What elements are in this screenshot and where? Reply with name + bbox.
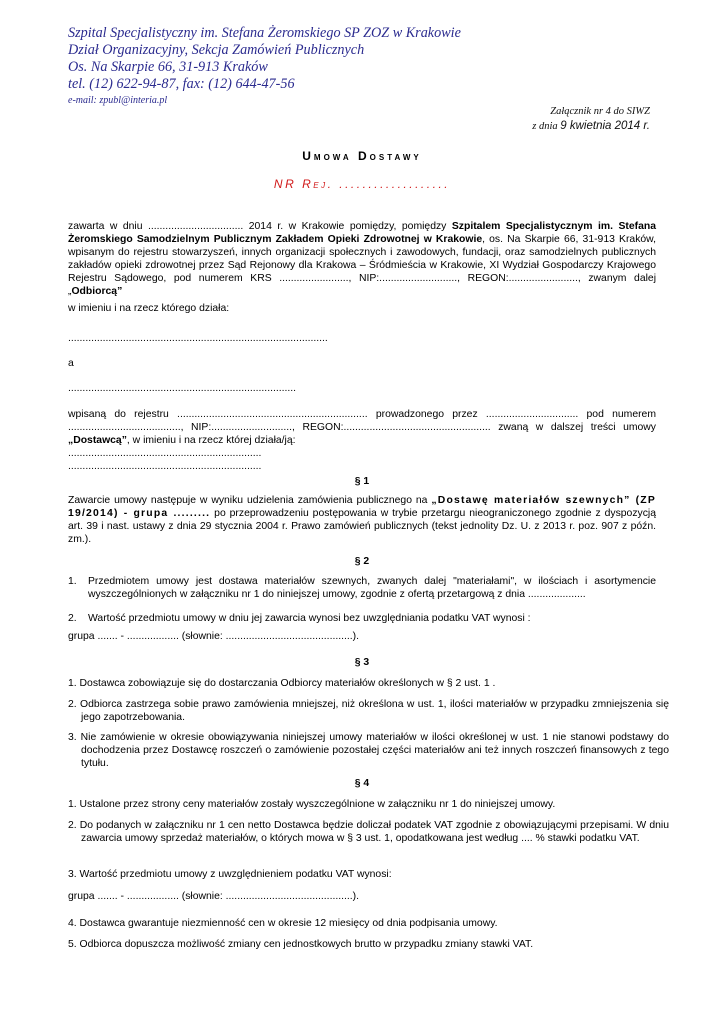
item-text: Przedmiotem umowy jest dostawa materiałów szewnych, zwanych dalej "materiałami", w ilościach i asortymencie wyszczególnionych w załączniku nr 1 do niniejszej umowy, zgodnie z ofertą przetargową z dnia .................... bbox=[88, 576, 656, 600]
section-3-item-2: 2. Odbiorca zastrzega sobie prawo zamówienia mniejszej, niż określona w ust. 1, ilości materiałów w przypadku zmniejszenia się jego zapotrzebowania. bbox=[68, 699, 669, 723]
section-2-grupa: grupa ....... - .................. (słownie: ............................................). bbox=[68, 631, 360, 642]
document-title: Umowa Dostawy bbox=[302, 149, 422, 163]
contractor-text-2: , w imieniu i na rzecz której działa/ją: bbox=[126, 435, 296, 446]
contractor-paragraph bbox=[68, 408, 656, 447]
s1-text-1: Zawarcie umowy następuje w wyniku udzielenia zamówienia publicznego na bbox=[68, 495, 432, 506]
section-2-list bbox=[68, 575, 656, 625]
attachment-label: Załącznik nr 4 do SIWZ bbox=[550, 106, 650, 117]
section-1-heading: § 1 bbox=[354, 476, 370, 487]
s1-text-2: po przeprowadzeniu postępowania w trybie przetargu nieograniczonego zgodnie z dyspozycją art. 39 i nast. ustawy z dnia 29 stycznia 2004 r. Prawo zamówień publicznych (tekst jednolity Dz. U. z 2013 r. poz. 907 z późn. zm.). bbox=[68, 508, 657, 545]
section-4-item-1: 1. Ustalone przez strony ceny materiałów zostały wyszczególnione w załączniku nr 1 do niniejszej umowy. bbox=[68, 799, 556, 810]
dostawca-term: „Dostawcą” bbox=[68, 435, 127, 446]
section-3-heading: § 3 bbox=[354, 657, 370, 668]
item-text: Wartość przedmiotu umowy w dniu jej zawarcia wynosi bez uwzględniania podatku VAT wynosi : bbox=[88, 613, 531, 624]
address: Os. Na Skarpie 66, 31-913 Kraków bbox=[68, 59, 268, 75]
item-number: 2. bbox=[68, 613, 77, 624]
section-4-item-5: 5. Odbiorca dopuszcza możliwość zmiany cen jednostkowych brutto w przypadku zmiany stawki VAT. bbox=[68, 939, 534, 950]
list-item bbox=[68, 575, 656, 601]
section-4-item-3: 3. Wartość przedmiotu umowy z uwzględnieniem podatku VAT wynosi: bbox=[68, 869, 392, 880]
conjunction-a: a bbox=[68, 358, 74, 369]
intro-on-behalf: w imieniu i na rzecz którego działa: bbox=[68, 303, 230, 314]
odbiorca-term: Odbiorcą” bbox=[71, 286, 123, 297]
registry-number: NR Rej. ................... bbox=[273, 177, 451, 191]
section-4-item-2: 2. Do podanych w załączniku nr 1 cen netto Dostawca będzie doliczał podatek VAT zgodnie z obowiązującymi przepisami. W dniu zawarcia umowy sprzedaż materiałów, o których mowa w § 3 ust. 1, opodatkowana jest według .... % stawki podatku VAT. bbox=[68, 820, 669, 844]
attachment-date-value: 9 kwietnia 2014 r. bbox=[560, 120, 650, 132]
attachment-date bbox=[532, 119, 650, 134]
intro-paragraph bbox=[68, 220, 656, 298]
section-1-text bbox=[68, 494, 656, 546]
phone-fax: tel. (12) 622-94-87, fax: (12) 644-47-56 bbox=[68, 76, 295, 92]
s1-subject: „Dostawę materiałów szewnych” (ZP 19/2014) - grupa ......... bbox=[68, 495, 656, 519]
letterhead bbox=[68, 25, 528, 107]
attachment-date-prefix: z dnia bbox=[532, 121, 558, 132]
email: e-mail: zpubl@interia.pl bbox=[68, 95, 168, 106]
section-4-item-4: 4. Dostawca gwarantuje niezmienność cen w okresie 12 miesięcy od dnia podpisania umowy. bbox=[68, 918, 498, 929]
hospital-party-name: Szpitalem Specjalistycznym im. Stefana Żeromskiego Samodzielnym Publicznym Zakładem Opieki Zdrowotnej w Krakowie bbox=[68, 221, 657, 245]
contractor-text-1: wpisaną do rejestru .................................................................. prowadzonego przez ................................ pod numerem ......................................., NIP:............................, REGON:................................................... zwaną w dalszej treści umowy bbox=[68, 409, 656, 433]
contractor-line: ............................................................................... bbox=[68, 383, 297, 394]
section-4-heading: § 4 bbox=[354, 778, 370, 789]
signatory-line-2: ................................................................... bbox=[68, 448, 262, 459]
intro-text-2: , os. Na Skarpie 66, 31-913 Kraków, wpisanym do rejestru stowarzyszeń, innych organizacji społecznych i zawodowych, fundacji, oraz samodzielnych publicznych zakładów opieki zdrowotnej przez Sąd Rejonowy dla Krakowa – Śródmieścia w Krakowie, XI Wydział Gospodarczy Krajowego Rejestru Sądowego, pod numerem KRS ........................, NIP:..........................., REGON:........................, zwanym dalej „ bbox=[68, 234, 656, 297]
section-3-item-3: 3. Nie zamówienie w okresie obowiązywania niniejszej umowy materiałów w ilości określonej w ust. 1 nie stanowi podstawy do dochodzenia przez Dostawcę roszczeń o zamówienie pozostałej części materiałów ani też innych roszczeń finansowych z tego tytułu. bbox=[68, 732, 669, 769]
attachment-note bbox=[532, 104, 650, 134]
section-4-grupa: grupa ....... - .................. (słownie: ............................................). bbox=[68, 891, 360, 902]
intro-text-1: zawarta w dniu ................................. 2014 r. w Krakowie pomiędzy, pomiędzy bbox=[68, 221, 452, 232]
signatory-line-1: .......................................................................................... bbox=[68, 333, 328, 344]
section-3-item-1: 1. Dostawca zobowiązuje się do dostarczania Odbiorcy materiałów określonych w § 2 ust. 1 . bbox=[68, 678, 496, 689]
section-2-heading: § 2 bbox=[354, 556, 370, 567]
hospital-name: Szpital Specjalistyczny im. Stefana Żeromskiego SP ZOZ w Krakowie bbox=[68, 25, 461, 41]
item-number: 1. bbox=[68, 576, 77, 587]
department-name: Dział Organizacyjny, Sekcja Zamówień Publicznych bbox=[68, 42, 365, 58]
signatory-line-3: ................................................................... bbox=[68, 461, 262, 472]
list-item bbox=[68, 612, 656, 625]
